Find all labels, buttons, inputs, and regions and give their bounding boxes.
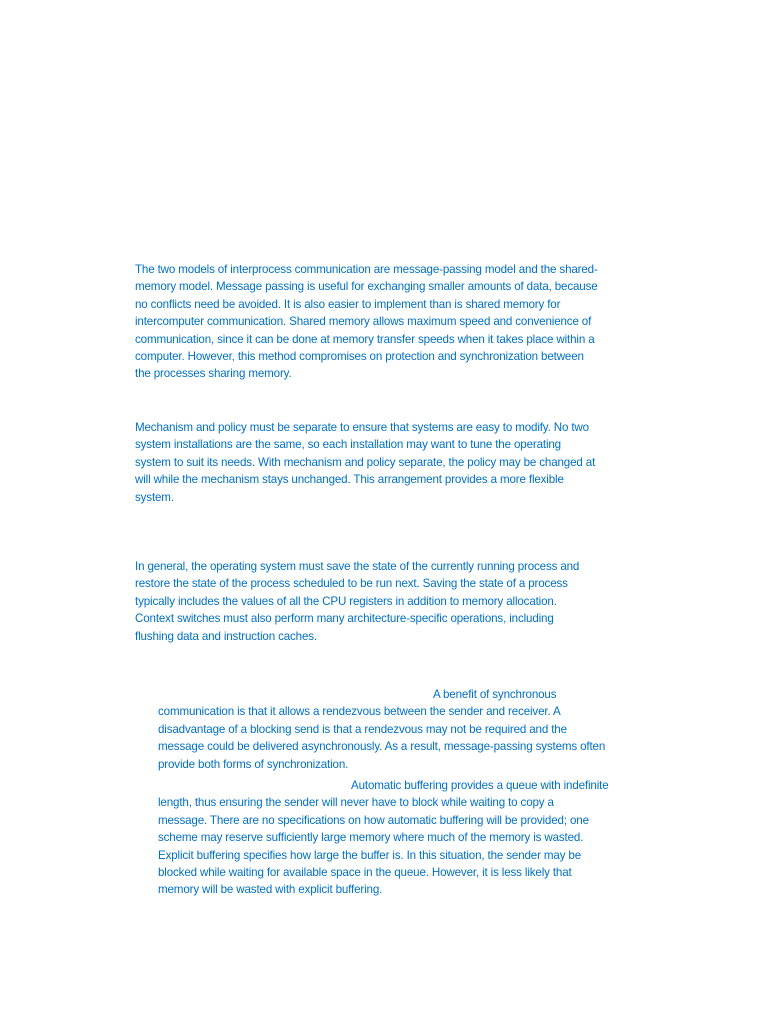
text-line: will while the mechanism stays unchanged. This arrangement provides a more flexible — [135, 473, 564, 487]
text-line: the processes sharing memory. — [135, 367, 292, 381]
text-line: intercomputer communication. Shared memory allows maximum speed and convenience of — [135, 315, 592, 329]
paragraph-buffering — [158, 777, 609, 899]
text-line: Automatic buffering provides a queue with indefinite — [351, 779, 609, 792]
text-line: A benefit of synchronous — [433, 688, 557, 701]
text-line: flushing data and instruction caches. — [135, 629, 317, 643]
text-line: system to suit its needs. With mechanism and policy separate, the policy may be changed at — [135, 455, 596, 469]
text-line: Mechanism and policy must be separate to ensure that systems are easy to modify. No two — [135, 421, 589, 434]
text-line: disadvantage of a blocking send is that a rendezvous may not be required and the — [158, 722, 567, 736]
text-line: communication, since it can be done at memory transfer speeds when it takes place within a — [135, 332, 595, 346]
text-line: system. — [135, 490, 174, 504]
text-line: length, thus ensuring the sender will never have to block while waiting to copy a — [158, 796, 554, 810]
text-line: memory will be wasted with explicit buffering. — [158, 883, 383, 897]
text-line: system installations are the same, so each installation may want to tune the operating — [135, 438, 561, 452]
text-line: memory model. Message passing is useful for exchanging smaller amounts of data, because — [135, 280, 598, 294]
text-line: blocked while waiting for available space in the queue. However, it is less likely that — [158, 865, 572, 879]
paragraph-ipc-models — [135, 261, 598, 383]
text-line: computer. However, this method compromises on protection and synchronization between — [135, 349, 584, 363]
text-line: message could be delivered asynchronously. As a result, message-passing systems often — [158, 740, 606, 754]
text-line: The two models of interprocess communication are message-passing model and the shared- — [135, 263, 598, 276]
paragraph-synchronous-communication — [158, 686, 605, 773]
paragraph-context-switch — [135, 558, 579, 645]
text-line: communication is that it allows a rendezvous between the sender and receiver. A — [158, 705, 561, 719]
text-line: provide both forms of synchronization. — [158, 757, 349, 771]
text-line: Context switches must also perform many architecture-specific operations, including — [135, 612, 554, 626]
text-line: no conflicts need be avoided. It is also easier to implement than is shared memory for — [135, 297, 561, 311]
text-line: restore the state of the process scheduled to be run next. Saving the state of a process — [135, 577, 568, 591]
text-line: Explicit buffering specifies how large the buffer is. In this situation, the sender may be — [158, 848, 582, 862]
text-line: typically includes the values of all the CPU registers in addition to memory allocation. — [135, 594, 557, 608]
text-line: message. There are no specifications on how automatic buffering will be provided; one — [158, 813, 589, 827]
text-line: In general, the operating system must save the state of the currently running process and — [135, 560, 580, 573]
text-line: scheme may reserve sufficiently large memory where much of the memory is wasted. — [158, 831, 584, 845]
paragraph-mechanism-policy — [135, 419, 595, 506]
